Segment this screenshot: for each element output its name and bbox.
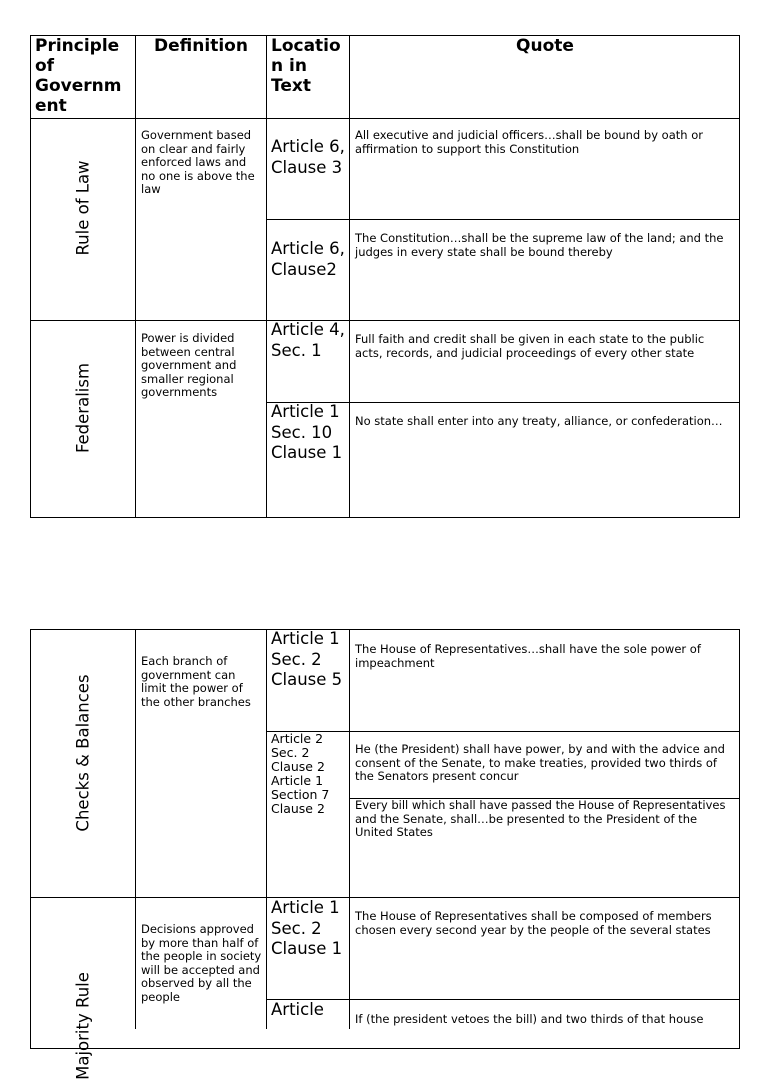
row-divider (266, 219, 740, 220)
quote-text: The Constitution…shall be the supreme law of the land; and the judges in every state shall be bound thereby (355, 231, 724, 259)
quote-text: If (the president vetoes the bill) and two thirds of that house (355, 1012, 704, 1026)
principle-checks-balances: Checks & Balances (73, 674, 93, 832)
table-border (30, 35, 740, 518)
header-definition: Definition (154, 36, 248, 56)
column-divider (349, 35, 350, 518)
location-text: Article 1 Sec. 10 Clause 1 (271, 402, 343, 462)
location-text: Article 1 Sec. 2 Clause 1 (271, 898, 343, 958)
principle-majority-rule: Majority Rule (73, 972, 93, 1080)
location-text: Article 4, Sec. 1 (271, 320, 345, 360)
column-divider (266, 35, 267, 518)
header-divider (30, 118, 740, 119)
quote-text: Full faith and credit shall be given in each state to the public acts, records, and judicial proceedings of every other state (355, 332, 705, 360)
quote-text: The House of Representatives…shall have the sole power of impeachment (355, 642, 701, 670)
quote-text: All executive and judicial officers…shall be bound by oath or affirmation to support this Constitution (355, 128, 703, 156)
header-location: Locatio n in Text (271, 36, 341, 96)
principle-cell (31, 898, 135, 1080)
quote-text: The House of Representatives shall be composed of members chosen every second year by the people of the several states (355, 909, 712, 937)
quote-text: Every bill which shall have passed the House of Representatives and the Senate, shall…be presented to the President of the United States (355, 798, 726, 840)
row-divider (30, 897, 740, 898)
column-divider (135, 35, 136, 518)
header-principle: Principle of Governm ent (35, 36, 122, 116)
definition-federalism: Power is divided between central government and smaller regional governments (141, 331, 237, 400)
header-quote: Quote (516, 36, 574, 56)
quote-text: He (the President) shall have power, by and with the advice and consent of the Senate, to make treaties, provided two thirds of the Senators present concur (355, 742, 725, 784)
definition-majority-rule: Decisions approved by more than half of the people in society will be accepted and observed by all the people (141, 922, 262, 1004)
column-divider (135, 629, 136, 1029)
location-text: Article 6, Clause2 (271, 239, 345, 279)
definition-checks-balances: Each branch of government can limit the power of the other branches (141, 654, 251, 709)
principle-rule-of-law: Rule of Law (73, 160, 93, 256)
row-divider (30, 320, 740, 321)
definition-rule-of-law: Government based on clear and fairly enforced laws and no one is above the law (141, 128, 255, 197)
principle-federalism: Federalism (73, 362, 93, 454)
location-text: Article 6, Clause 3 (271, 137, 345, 177)
location-text: Article 1 Sec. 2 Clause 5 (271, 629, 343, 689)
location-text: Article 2 Sec. 2 Clause 2 Article 1 Section 7 Clause 2 (271, 731, 330, 816)
column-divider (349, 629, 350, 1029)
column-divider (266, 629, 267, 1029)
location-text: Article (271, 1000, 324, 1019)
quote-text: No state shall enter into any treaty, alliance, or confederation… (355, 414, 723, 428)
